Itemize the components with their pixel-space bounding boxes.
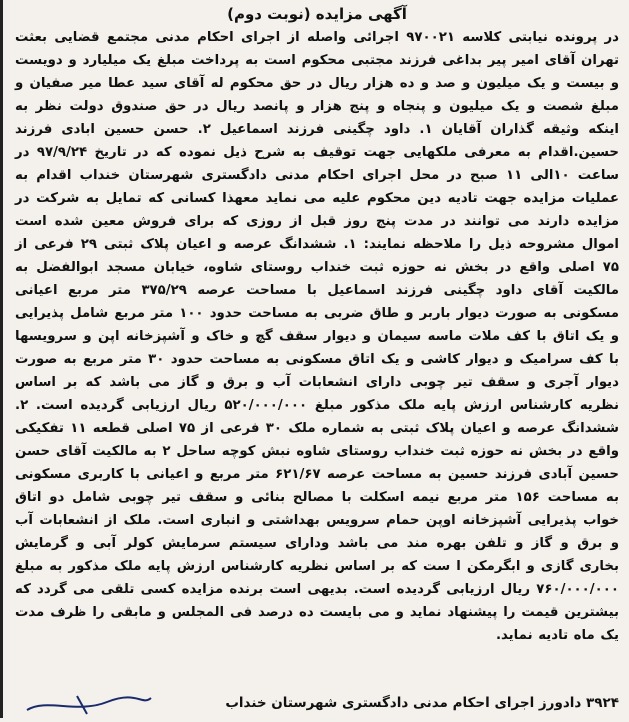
notice-title: آگهی مزایده (نوبت دوم) xyxy=(227,5,407,23)
handwritten-mark-icon xyxy=(17,692,157,718)
notice-body: در پرونده نیابتی کلاسه ۹۷۰۰۲۱ اجرائی واصله از اجرای احکام مدنی مجتمع قضایی بعثت تهران آقای امیر پیر بداغی فرزند مجتبی محکوم است به پرداخت مبلغ یک میلیارد و دویست و بیست و یک میلیون و صد و ده هزار ریال در حق محکوم له آقای سید عطا میر صفیان و مبلغ شصت و یک میلیون و پنجاه و پنج هزار و پانصد ریال در حق صندوق دولت نظر به اینکه وثیقه گذاران آقایان ۱. داود چگینی فرزند اسماعیل ۲. حسن حسین ابادی فرزند حسین.اقدام به معرفی ملکهایی جهت توقیف به شرح ذیل نموده که در تاریخ ۹۷/۹/۲۴ در ساعت ۱۰الی ۱۱ صبح در محل اجرای احکام مدنی دادگستری شهرستان خنداب اقدام به عملیات مزایده جهت تادیه دین محکوم علیه می نماید معهذا کسانی که تمایل به شرکت در مزایده دارند می توانند در مدت پنج روز قبل از روزی که برای فروش معین شده است اموال مشروحه ذیل را ملاحظه نمایند: ۱. ششدانگ عرصه و اعیان پلاک ثبتی ۲۹ فرعی از ۷۵ اصلی واقع در بخش نه حوزه ثبت خنداب روستای شاوه، خیابان مسجد ابوالفضل به مالکیت آقای داود چگینی فرزند اسماعیل با مساحت عرصه ۳۷۵/۲۹ متر مربع اعیانی مسکونی به صورت دیوار باربر و طاق ضربی به مساحت حدود ۱۰۰ متر مربع شامل پذیرایی و یک اتاق با کف ملات ماسه سیمان و دیوار سقف گچ و خاک و آشپزخانه اپن و سرویسها با کف سرامیک و دیوار کاشی و یک اتاق مسکونی به مساحت حدود ۳۰ متر مربع به صورت دیوار آجری و سقف تیر چوبی دارای انشعابات آب و برق و گاز می باشد که بر اساس نظریه کارشناس ارزش پایه ملک مذکور مبلغ ۵۲۰/۰۰۰/۰۰۰ ریال ارزیابی گردیده است. ۲. ششدانگ عرصه و اعیان پلاک ثبتی به شماره ملک ۳۰ فرعی از ۷۵ اصلی قطعه ۱۱ تفکیکی واقع در بخش نه حوزه ثبت خنداب روستای شاوه نبش کوچه ساحل ۲ به مالکیت آقای حسن حسین آبادی فرزند حسین به مساحت عرصه ۶۲۱/۶۷ متر مربع و اعیانی با کاربری مسکونی به مساحت ۱۵۶ متر مربع نیمه اسکلت با مصالح بنائی و سقف تیر چوبی شامل دو اتاق خواب پذیرایی آشپزخانه اوپن حمام سرویس بهداشتی و انباری است. ملک از انشعابات آب و برق و گاز و تلفن بهره مند می باشد ودارای سیستم سرمایش کولر آبی و گرمایش بخاری گازی و ابگرمکن ا ست که بر اساس نظریه کارشناس ارزش پایه ملک مذکور به مبلغ ۷۶۰/۰۰۰/۰۰۰ ریال ارزیابی گردیده است. بدیهی است برنده مزایده کسی تلقی می گردد که بیشترین قیمت را پیشنهاد نماید و می بایست ده درصد فی المجلس و مابقی را ظرف مدت یک ماه تادیه نماید. xyxy=(15,30,620,643)
notice-footer: ۳۹۲۴ دادورز اجرای احکام مدنی دادگستری شهرستان خنداب xyxy=(225,695,619,711)
